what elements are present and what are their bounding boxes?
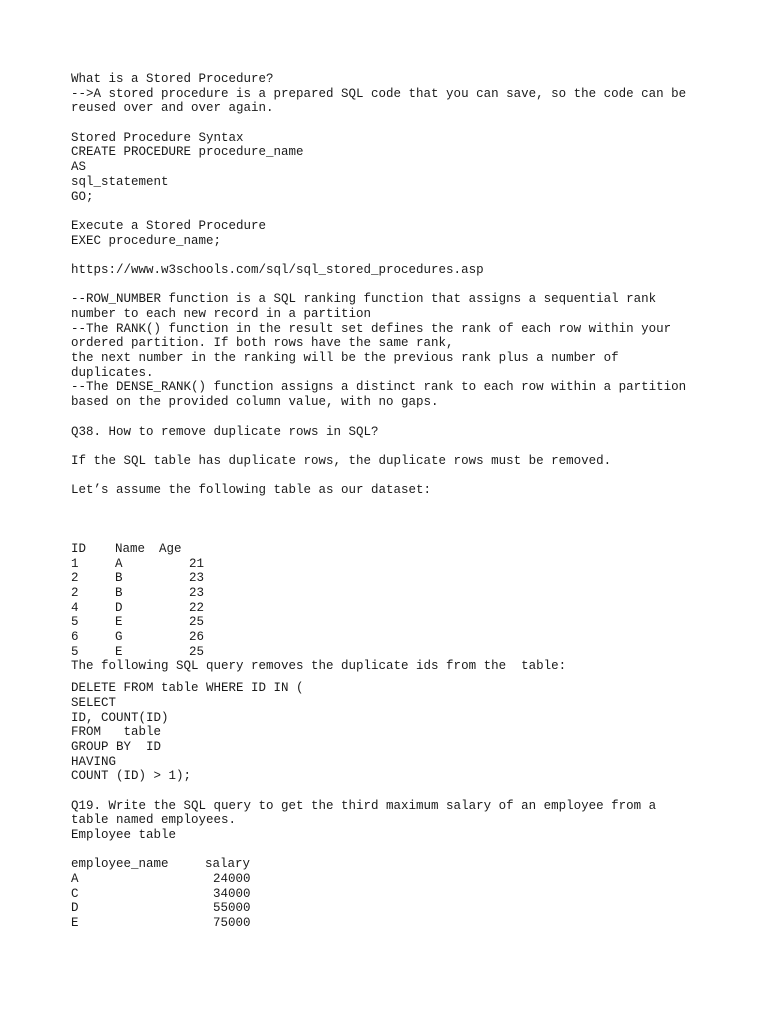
- cell-id: 6: [71, 630, 79, 645]
- ranking-text: ordered partition. If both rows have the same rank,: [71, 336, 454, 351]
- cell-age: 25: [189, 615, 205, 630]
- cell-name: E: [115, 615, 123, 630]
- table-row: [71, 901, 711, 916]
- paragraph: If the SQL table has duplicate rows, the duplicate rows must be removed.: [71, 453, 612, 468]
- table-row: [71, 645, 711, 660]
- cell-age: 22: [189, 600, 205, 615]
- code-line: HAVING: [71, 754, 117, 769]
- table-row: [71, 601, 711, 616]
- ranking-text: number to each new record in a partition: [71, 307, 372, 321]
- code-line: COUNT (ID) > 1);: [71, 769, 192, 784]
- employee-table: [71, 857, 711, 930]
- cell-name: G: [115, 630, 123, 645]
- table-header-row: [71, 542, 711, 557]
- cell-age: 23: [189, 571, 205, 586]
- answer-line: reused over and over again.: [71, 101, 274, 116]
- cell-employee-name: D: [71, 901, 79, 916]
- syntax-title: Stored Procedure Syntax: [71, 130, 244, 145]
- table-row: [71, 557, 711, 572]
- table-header-row: [71, 857, 711, 872]
- cell-id: 4: [71, 600, 79, 615]
- cell-salary: 55000: [213, 901, 251, 916]
- table-row: [71, 887, 711, 902]
- ranking-text: --The DENSE_RANK() function assigns a distinct rank to each row within a partition: [71, 380, 687, 395]
- question-q19: table named employees.: [71, 813, 237, 828]
- cell-name: E: [115, 644, 123, 659]
- execute-title: Execute a Stored Procedure: [71, 218, 267, 233]
- cell-age: 21: [189, 556, 205, 571]
- cell-salary: 75000: [213, 916, 251, 931]
- code-line: SELECT: [71, 695, 117, 710]
- column-header: Age: [159, 541, 182, 556]
- code-line: GO;: [71, 189, 94, 204]
- cell-age: 26: [189, 630, 205, 645]
- code-line: GROUP BY ID: [71, 739, 162, 754]
- cell-employee-name: C: [71, 886, 79, 901]
- ranking-text: duplicates.: [71, 365, 154, 380]
- cell-employee-name: A: [71, 872, 79, 887]
- question-q19: Q19. Write the SQL query to get the third maximum salary of an employee from a: [71, 798, 657, 813]
- code-line: AS: [71, 160, 87, 175]
- code-line: FROM table: [71, 725, 162, 740]
- table-row: [71, 586, 711, 601]
- cell-id: 1: [71, 556, 79, 571]
- document-page: [71, 72, 711, 931]
- table-row: [71, 872, 711, 887]
- cell-id: 2: [71, 586, 79, 600]
- ranking-text: based on the provided column value, with no gaps.: [71, 395, 439, 410]
- cell-age: 23: [189, 586, 205, 600]
- column-header: salary: [205, 857, 251, 872]
- column-header: ID: [71, 541, 87, 556]
- cell-name: A: [115, 556, 123, 571]
- cell-id: 5: [71, 644, 79, 659]
- ranking-text: --ROW_NUMBER function is a SQL ranking function that assigns a sequential rank: [71, 292, 657, 307]
- column-header: employee_name: [71, 857, 169, 872]
- dataset-table: [71, 542, 711, 660]
- code-line: sql_statement: [71, 174, 169, 189]
- paragraph: Let’s assume the following table as our dataset:: [71, 483, 432, 498]
- cell-name: D: [115, 600, 123, 615]
- table-row: [71, 571, 711, 586]
- cell-age: 25: [189, 644, 205, 659]
- table-row: [71, 916, 711, 931]
- table-caption: Employee table: [71, 828, 177, 842]
- code-line: DELETE FROM table WHERE ID IN (: [71, 681, 304, 696]
- query-intro: The following SQL query removes the duplicate ids from the table:: [71, 659, 567, 674]
- cell-id: 5: [71, 615, 79, 630]
- question-q38: Q38. How to remove duplicate rows in SQL?: [71, 424, 379, 439]
- cell-name: B: [115, 586, 123, 600]
- ranking-text: the next number in the ranking will be the previous rank plus a number of: [71, 351, 619, 366]
- table-row: [71, 630, 711, 645]
- column-header: Name: [115, 541, 146, 556]
- code-line: EXEC procedure_name;: [71, 233, 222, 248]
- table-row: [71, 615, 711, 630]
- ranking-text: --The RANK() function in the result set defines the rank of each row within your: [71, 321, 672, 336]
- cell-name: B: [115, 571, 123, 586]
- cell-id: 2: [71, 571, 79, 586]
- cell-salary: 34000: [213, 886, 251, 901]
- question-stored-procedure: What is a Stored Procedure?: [71, 72, 274, 86]
- cell-salary: 24000: [213, 872, 251, 887]
- cell-employee-name: E: [71, 916, 79, 931]
- reference-link: https://www.w3schools.com/sql/sql_stored_procedures.asp: [71, 262, 484, 277]
- code-line: ID, COUNT(ID): [71, 710, 169, 725]
- code-line: CREATE PROCEDURE procedure_name: [71, 145, 304, 160]
- answer-line: -->A stored procedure is a prepared SQL code that you can save, so the code can be: [71, 86, 687, 101]
